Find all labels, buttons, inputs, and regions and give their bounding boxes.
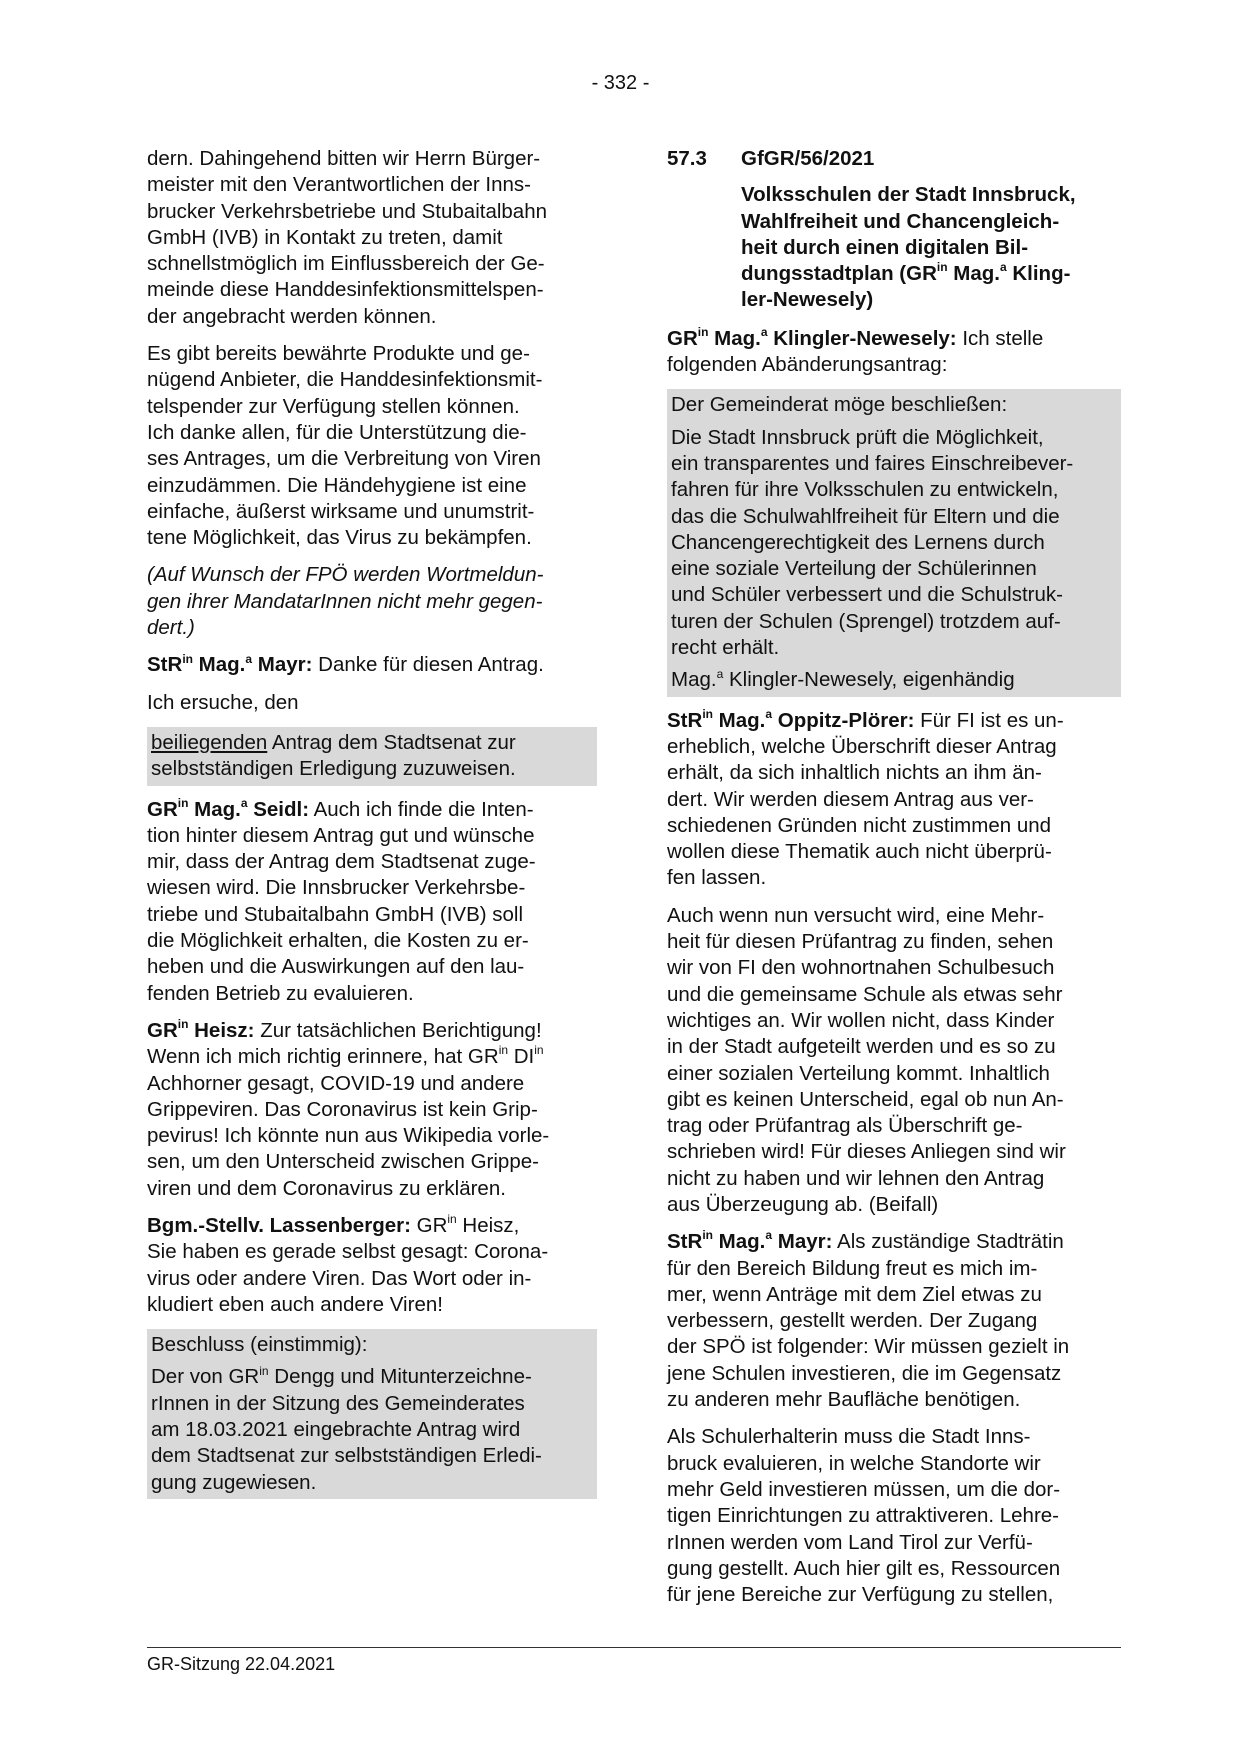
paragraph: Auch wenn nun versucht wird, eine Mehr- heit für diesen Prüfantrag zu finden, sehen wir von FI den wohnortnahen Schulbesuch und die gemeinsame Schule als etwas sehr wichtiges an. Wir wollen nicht, dass Kinder in der Stadt aufgeteilt werden und es so zu einer sozialen Verteilung kommt. Inhaltlich gibt es keinen Unterscheid, egal ob nun An- trag oder Prüfantrag als Überschrift ge- schrieben wird! Für dieses Anliegen sind wir nicht zu haben und wir lehnen den Antrag aus Überzeugung ab. (Beifall): [667, 903, 1066, 1216]
footer-rule: [147, 1647, 1121, 1648]
agenda-heading: [667, 146, 1121, 172]
page-number: - 332 -: [591, 72, 650, 94]
agenda-number: 57.3: [667, 147, 707, 170]
resolution-head: Beschluss (einstimmig):: [147, 1329, 597, 1361]
agenda-title: Volksschulen der Stadt Innsbruck, Wahlfreiheit und Chancengleich- heit durch einen digitalen Bil- dungsstadtplan ($GR^{in}$ Mag.$^a$ Kling- ler-Newesely): [741, 183, 1076, 312]
speech: $GR^{in}$ Heisz: Zur tatsächlichen Berichtigung! Wenn ich mich richtig erinnere, hat $GR^{in}$ $DI^{in}$ Achhorner gesagt, COVID-19 und andere Grippeviren. Das Coronavirus ist kein Grip- pevirus! Ich könnte nun aus Wikipedia vorle- sen, um den Unterscheid zwischen Grippe- viren und dem Coronavirus zu erklären.: [147, 1017, 550, 1200]
paragraph: Ich ersuche, den: [147, 690, 299, 714]
speaker-name: StR$^{in}$ Mag.$^a$ Mayr:: [147, 651, 313, 677]
motion-text: Die Stadt Innsbruck prüft die Möglichkeit, ein transparentes und faires Einschreibever- fahren für ihre Volksschulen zu entwickeln, das die Schulwahlfreiheit für Eltern und die Chancengerechtigkeit des Lernens durch eine soziale Verteilung der Schülerinnen und Schüler verbessert und die Schulstruk- turen der Schulen (Sprengel) trotzdem auf- recht erhält.: [667, 422, 1121, 665]
speech: $GR^{in}$ Mag.$^a$ Seidl: Auch ich finde die Inten- tion hinter diesem Antrag gut und wünsche mir, dass der Antrag dem Stadtsenat zuge- wiesen wird. Die Innsbrucker Verkehrsbe- triebe und Stubaitalbahn GmbH (IVB) soll die Möglichkeit erhalten, die Kosten zu er- heben und die Auswirkungen auf den lau- fenden Betrieb zu evaluieren.: [147, 795, 536, 1005]
speech: StR$^{in}$ Mag.$^a$ Oppitz-Plörer: Für FI ist es un- erheblich, welche Überschrift dieser Antrag erhält, da sich inhaltlich nichts an ihm än- dert. Wir werden diesem Antrag aus ver- schiedenen Gründen nicht zustimmen und wollen diese Thematik auch nicht überprü- fen lassen.: [667, 706, 1064, 890]
speaker-name: $GR^{in}$ Heisz:: [147, 1017, 255, 1042]
motion-signature: Mag.$^a$ Klingler-Newesely, eigenhändig: [667, 664, 1121, 696]
speaker-name: StR$^{in}$ Mag.$^a$ Oppitz-Plörer:: [667, 706, 915, 732]
agenda-code: GfGR/56/2021: [741, 147, 875, 170]
resolution-text: Der von $GR^{in}$ Dengg und Mitunterzeichne- rInnen in der Sitzung des Gemeinderates am 18.03.2021 eingebrachte Antrag wird dem Stadtsenat zur selbstständigen Erledi- gung zugewiesen.: [147, 1361, 597, 1498]
editorial-note: (Auf Wunsch der FPÖ werden Wortmeldun- gen ihrer MandatarInnen nicht mehr gegen- dert.): [147, 563, 544, 640]
speech: StR$^{in}$ Mag.$^a$ Mayr: Danke für diesen Antrag.: [147, 651, 544, 677]
paragraph: dern. Dahingehend bitten wir Herrn Bürger- meister mit den Verantwortlichen der Inns- brucker Verkehrsbetriebe und Stubaitalbahn GmbH (IVB) in Kontakt zu treten, damit schnellstmöglich im Einflussbereich der Ge- meinde diese Handdesinfektionsmittelspen- der angebracht werden können.: [147, 147, 548, 328]
paragraph: Als Schulerhalterin muss die Stadt Inns- bruck evaluieren, in welche Standorte wir mehr Geld investieren müssen, um die dor- tigen Einrichtungen zu attraktiveren. Lehre- rInnen werden vom Land Tirol zur Verfü- gung gestellt. Auch hier gilt es, Ressourcen für jene Bereiche zur Verfügung zu stellen,: [667, 1425, 1061, 1607]
left-column: [147, 146, 597, 1510]
paragraph: Es gibt bereits bewährte Produkte und ge- nügend Anbieter, die Handdesinfektionsmit- telspender zur Verfügung stellen können. Ich danke allen, für die Unterstützung die- ses Antrages, um die Verbreitung von Viren einzudämmen. Die Händehygiene ist eine einfache, äußerst wirksame und unumstrit- tene Möglichkeit, das Virus zu bekämpfen.: [147, 342, 543, 550]
footer: GR-Sitzung 22.04.2021: [147, 1654, 336, 1674]
speaker-name: $GR^{in}$ Mag.$^a$ Klingler-Newesely:: [667, 324, 957, 350]
speaker-name: StR$^{in}$ Mag.$^a$ Mayr:: [667, 1228, 833, 1254]
speaker-name: $GR^{in}$ Mag.$^a$ Seidl:: [147, 795, 310, 821]
motion-head: Der Gemeinderat möge beschließen:: [667, 389, 1121, 421]
speech: $GR^{in}$ Mag.$^a$ Klingler-Newesely: Ich stelle folgenden Abänderungsantrag:: [667, 324, 1044, 377]
speaker-name: Bgm.-Stellv. Lassenberger:: [147, 1213, 411, 1237]
speech: StR$^{in}$ Mag.$^a$ Mayr: Als zuständige Stadträtin für den Bereich Bildung freut es mich im- mer, wenn Anträge mit dem Ziel etwas zu verbessern, gestellt werden. Der Zugang der SPÖ ist folgender: Wir müssen gezielt in jene Schulen investieren, die im Gegensatz zu anderen mehr Baufläche benötigen.: [667, 1228, 1070, 1412]
motion-box: beiliegenden Antrag dem Stadtsenat zur selbstständigen Erledigung zuzuweisen.: [147, 727, 597, 786]
speech: Bgm.-Stellv. Lassenberger: $GR^{in}$ Heisz, Sie haben es gerade selbst gesagt: Corona- virus oder andere Viren. Das Wort oder in- kludiert eben auch andere Viren!: [147, 1212, 549, 1316]
right-column: [667, 146, 1121, 1619]
